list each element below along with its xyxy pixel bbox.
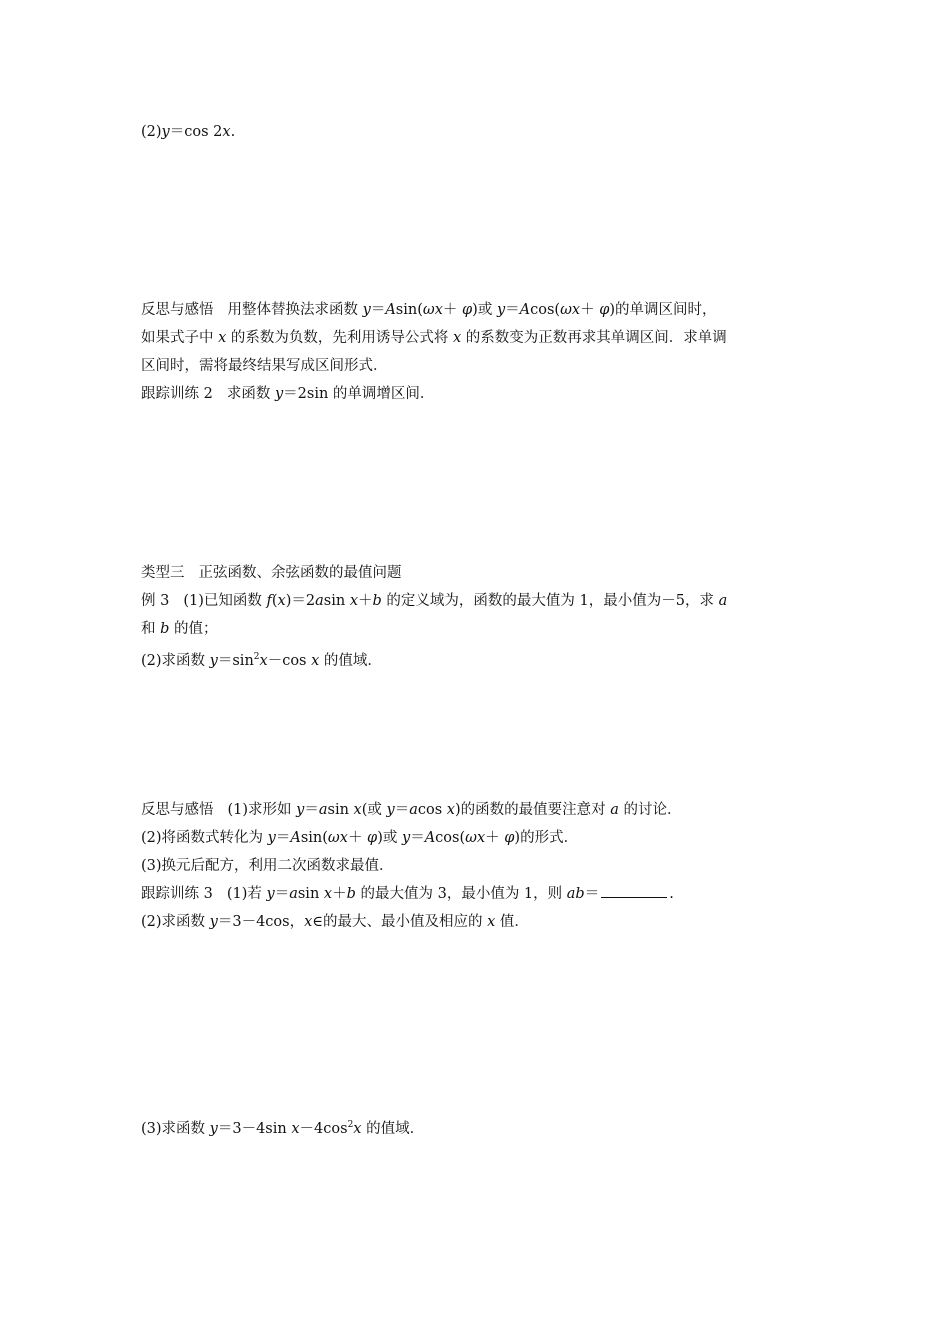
text: )＝2 (285, 593, 316, 609)
text: ＝sin (217, 652, 254, 669)
text: )的形式． (514, 830, 579, 846)
var: x (277, 593, 286, 609)
text: ＝3－4sin (217, 1120, 292, 1137)
text: . (230, 124, 236, 140)
var: x (339, 830, 348, 846)
var: ω (422, 302, 435, 318)
var: x (259, 652, 268, 669)
text: )或 (472, 302, 497, 318)
text: cos (417, 802, 447, 818)
section-heading: 反思与感悟 (141, 802, 214, 818)
text: 用整体替换法求函数 (227, 302, 363, 318)
example-3-line-3 (141, 647, 821, 671)
var: φ (504, 830, 515, 846)
var: a (409, 802, 418, 818)
var: b (160, 621, 170, 637)
text: ＝cos 2 (169, 124, 223, 140)
text: 的系数为负数，先利用诱导公式将 (226, 330, 454, 346)
text: ＝ (394, 802, 410, 818)
text: sin (297, 886, 324, 902)
text: (2)求函数 (141, 652, 210, 669)
reflection-2-line-3: (3)换元后配方，利用二次函数求最值． (141, 858, 394, 874)
text: sin (323, 593, 350, 609)
var: ω (327, 830, 340, 846)
text: 的定义域为，函数的最大值为 1，最小值为－5，求 (381, 593, 719, 609)
var: x (218, 330, 227, 346)
var: A (290, 830, 301, 846)
var: x (349, 593, 358, 609)
text: ( (271, 593, 278, 609)
text: ＋ (442, 302, 462, 318)
track-training-2 (141, 384, 821, 404)
var: y (296, 802, 305, 818)
var: y (496, 302, 506, 318)
var: A (519, 302, 531, 318)
text: ＋ (485, 830, 505, 846)
text: ∈的最大、最小值及相应的 (312, 914, 488, 930)
text: cos( (435, 830, 466, 846)
var: a (289, 886, 298, 902)
section-title: 正弦函数、余弦函数的最值问题 (198, 565, 402, 581)
text: ＝ (584, 886, 600, 902)
section-heading: 跟踪训练 2 (141, 386, 213, 402)
example-3-line-1 (141, 591, 821, 611)
var: a (318, 802, 328, 818)
text: sin( (395, 302, 423, 318)
var: x (311, 652, 320, 669)
text: ＋ (358, 593, 373, 609)
var: x (222, 124, 231, 140)
var: x (453, 330, 462, 346)
var: y (386, 802, 395, 818)
text: (1)求形如 (227, 802, 297, 818)
var: x (434, 302, 443, 318)
text: )的函数的最值要注意对 (454, 802, 611, 818)
text: (1)若 (226, 886, 267, 902)
text: )的单调区间时， (609, 302, 717, 318)
var: b (346, 886, 356, 902)
var: x (487, 914, 496, 930)
text: ＝ (505, 302, 520, 318)
var: φ (599, 302, 610, 318)
example-3-line-2 (141, 619, 821, 639)
var: y (209, 652, 218, 669)
track-training-3-line-1 (141, 884, 821, 904)
text: 的讨论． (618, 802, 682, 818)
text: (或 (361, 802, 387, 818)
type-3-heading (141, 563, 821, 583)
var: x (476, 830, 486, 846)
text: －cos (267, 652, 312, 669)
superscript: 2 (347, 1120, 354, 1130)
var: φ (367, 830, 378, 846)
text: ＝ (275, 830, 291, 846)
var: y (274, 386, 284, 402)
var: φ (462, 302, 473, 318)
text: 的值； (169, 621, 218, 637)
problem-2-line (141, 122, 821, 142)
text: (1)已知函数 (183, 593, 267, 609)
text: sin( (300, 830, 328, 846)
text: ＝2sin 的单调增区间． (283, 386, 435, 402)
var: y (267, 830, 276, 846)
var: y (209, 1120, 218, 1137)
var: a (610, 802, 619, 818)
var: x (446, 802, 455, 818)
text: cos( (530, 302, 561, 318)
reflection-1-line-1 (141, 300, 821, 320)
text: 的最大值为 3，最小值为 1，则 (355, 886, 567, 902)
text: 的值域． (361, 1120, 425, 1137)
var: x (291, 1120, 300, 1137)
text: ＋ (332, 886, 347, 902)
superscript: 2 (253, 652, 260, 662)
text: ＋ (347, 830, 368, 846)
var: a (718, 593, 728, 609)
var: y (266, 886, 275, 902)
example-label: 例 3 (141, 593, 170, 609)
var: y (401, 830, 411, 846)
var: A (385, 302, 396, 318)
text: ＝3－4cos， (217, 914, 305, 930)
text: ＝ (274, 886, 290, 902)
track-training-3-line-3 (141, 1115, 821, 1139)
text: (2)求函数 (141, 914, 210, 930)
answer-blank[interactable] (601, 884, 667, 898)
text: 的系数变为正数再求其单调区间．求单调 (461, 330, 727, 346)
text: ＝ (370, 302, 386, 318)
var: y (362, 302, 371, 318)
track-training-3-line-2 (141, 912, 821, 932)
text: 的值域． (319, 652, 382, 669)
var: x (571, 302, 581, 318)
section-heading: 类型三 (141, 565, 185, 581)
section-heading: 跟踪训练 3 (141, 886, 213, 902)
section-heading: 反思与感悟 (141, 302, 214, 318)
text: －4cos (299, 1120, 348, 1137)
text: 值． (495, 914, 529, 930)
text: 求函数 (226, 386, 275, 402)
var: ω (465, 830, 477, 846)
text: ＋ (580, 302, 600, 318)
text: sin (327, 802, 354, 818)
text: 如果式子中 (141, 330, 219, 346)
text: . (669, 886, 674, 902)
var: A (424, 830, 436, 846)
text: 和 (141, 621, 161, 637)
reflection-1-line-2 (141, 328, 821, 348)
var: x (353, 802, 362, 818)
text: )或 (377, 830, 402, 846)
reflection-2-line-2 (141, 828, 821, 848)
var: x (353, 1120, 362, 1137)
reflection-1-line-3: 区间时，需将最终结果写成区间形式． (141, 358, 388, 374)
var: b (372, 593, 382, 609)
text: ＝ (304, 802, 319, 818)
text: ＝ (410, 830, 425, 846)
var: y (161, 124, 170, 140)
reflection-2-line-1 (141, 800, 821, 820)
var: ab (566, 886, 585, 902)
var: x (323, 886, 333, 902)
text: (2) (141, 124, 162, 140)
var: ω (560, 302, 572, 318)
var: y (209, 914, 218, 930)
text: (2)将函数式转化为 (141, 830, 268, 846)
var: a (315, 593, 324, 609)
text: (3)求函数 (141, 1120, 210, 1137)
var: x (304, 914, 313, 930)
var: f (266, 593, 272, 609)
